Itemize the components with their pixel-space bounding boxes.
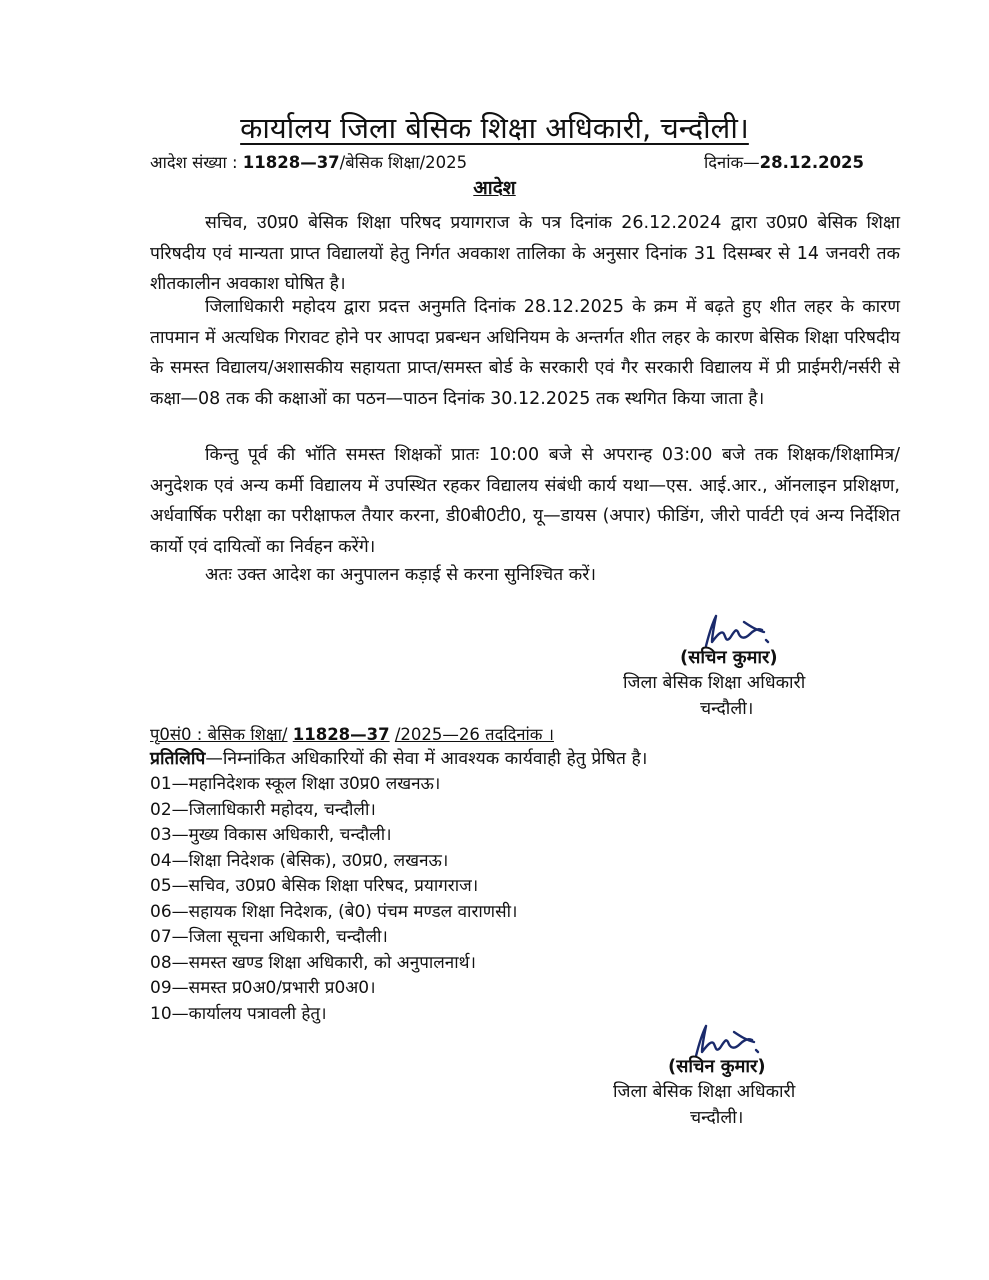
recipient-item: 06—सहायक शिक्षा निदेशक, (बे0) पंचम मण्डल वाराणसी। [150,901,518,922]
recipient-item: 04—शिक्षा निदेशक (बेसिक), उ0प्र0, लखनऊ। [150,850,449,871]
recipient-item: 05—सचिव, उ0प्र0 बेसिक शिक्षा परिषद, प्रयागराज। [150,876,479,896]
copy-heading-bold: प्रतिलिपि [150,749,206,769]
signature-2-designation: जिला बेसिक शिक्षा अधिकारी [613,1082,796,1102]
copy-heading-text: —निम्नांकित अधिकारियों की सेवा में आवश्यक कार्यवाही हेतु प्रेषित है। [205,749,648,769]
copy-ref-suffix: /2025—26 तददिनांक । [394,725,554,744]
recipient-item: 10—कार्यालय पत्रावली हेतु। [150,1003,327,1024]
order-date: 28.12.2025 [759,153,865,172]
order-number-line [150,150,467,173]
paragraph-1: सचिव, उ0प्र0 बेसिक शिक्षा परिषद प्रयागराज के पत्र दिनांक 26.12.2024 द्वारा उ0प्र0 बेसिक शिक्षा परिषदीय एवं मान्यता प्राप्त विद्यालयों हेतु निर्गत अवकाश तालिका के अनुसार दिनांक 31 दिसम्बर से 14 जनवरी तक शीतकालीन अवकाश घोषित है। [150,213,900,294]
copy-ref-prefix: पृ0सं0 : बेसिक शिक्षा/ [150,725,288,744]
signature-2-name: (सचिन कुमार) [668,1056,766,1077]
paragraph-4: अतः उक्त आदेश का अनुपालन कड़ाई से करना सुनिश्चित करें। [205,565,597,585]
signature-2-place: चन्दौली। [690,1108,744,1128]
signature-1-designation: जिला बेसिक शिक्षा अधिकारी [623,673,806,693]
recipient-item: 01—महानिदेशक स्कूल शिक्षा उ0प्र0 लखनऊ। [150,774,441,794]
order-date-line [704,150,864,173]
copy-heading [150,746,647,770]
order-heading: आदेश [473,177,516,199]
recipient-item: 02—जिलाधिकारी महोदय, चन्दौली। [150,799,376,820]
recipient-list [150,772,517,1027]
paragraph-3: किन्तु पूर्व की भॉति समस्त शिक्षकों प्रातः 10:00 बजे से अपरान्ह 03:00 बजे तक शिक्षक/शिक्षामित्र/अनुदेशक एवं अन्य कर्मी विद्यालय में उपस्थित रहकर विद्यालय संबंधी कार्य यथा—एस. आई.आर., ऑनलाइन प्रशिक्षण, अर्धवार्षिक परीक्षा का परीक्षाफल तैयार करना, डी0बी0टी0, यू—डायस (अपार) फीडिंग, जीरो पार्वटी एवं अन्य निर्देशित कार्यो एवं दायित्वों का निर्वहन करेंगे। [150,445,900,557]
recipient-item: 08—समस्त खण्ड शिक्षा अधिकारी, को अनुपालनार्थ। [150,952,476,973]
order-number: 11828—37 [242,153,340,172]
office-title: कार्यालय जिला बेसिक शिक्षा अधिकारी, चन्दौली। [240,111,749,145]
recipient-item: 07—जिला सूचना अधिकारी, चन्दौली। [150,927,388,947]
recipient-item: 09—समस्त प्र0अ0/प्रभारी प्र0अ0। [150,978,376,998]
recipient-item: 03—मुख्य विकास अधिकारी, चन्दौली। [150,825,392,845]
copy-ref-number: 11828—37 [292,725,390,744]
order-number-suffix: /बेसिक शिक्षा/2025 [339,153,468,172]
order-number-label: आदेश संख्या : [150,153,238,172]
paragraph-2: जिलाधिकारी महोदय द्वारा प्रदत्त अनुमति दिनांक 28.12.2025 के क्रम में बढ़ते हुए शीत लहर के कारण तापमान में अत्यधिक गिरावट होने पर आपदा प्रबन्धन अधिनियम के अन्तर्गत शीत लहर के कारण बेसिक शिक्षा परिषदीय के समस्त विद्यालय/अशासकीय सहायता प्राप्त/समस्त बोर्ड के सरकारी एवं गैर सरकारी विद्यालय में प्री प्राईमरी/नर्सरी से कक्षा—08 तक की कक्षाओं का पठन—पाठन दिनांक 30.12.2025 तक स्थगित किया जाता है। [150,297,900,409]
signature-1-place: चन्दौली। [700,699,754,719]
date-label: दिनांक— [704,153,760,172]
copy-reference-line [150,722,554,745]
signature-1-name: (सचिन कुमार) [680,647,778,668]
